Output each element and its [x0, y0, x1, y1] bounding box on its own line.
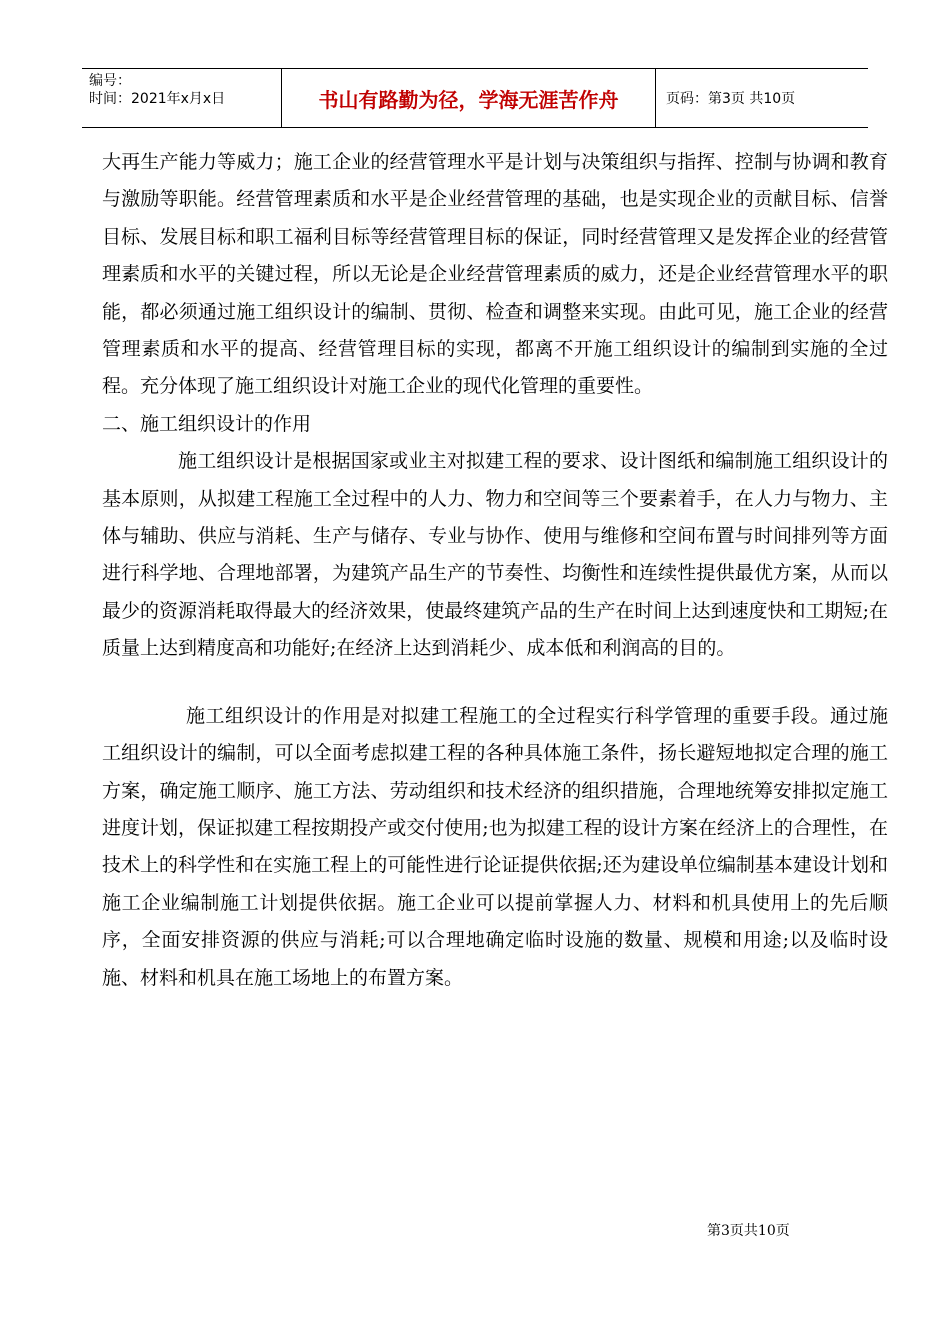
document-body — [102, 144, 888, 997]
page-code-text: 页码：第3页 共10页 — [666, 91, 796, 107]
footer-page-info: 第3页共10页 — [707, 1223, 790, 1239]
page-footer — [707, 1220, 790, 1240]
motto-text: 书山有路勤为径，学海无涯苦作舟 — [318, 87, 619, 112]
serial-label: 编号： — [89, 73, 131, 89]
header-motto — [282, 69, 656, 127]
paragraph-3: 施工组织设计的作用是对拟建工程施工的全过程实行科学管理的重要手段。通过施工组织设计的编制，可以全面考虑拟建工程的各种具体施工条件，扬长避短地拟定合理的施工方案，确定施工顺序、施工方法、劳动组织和技术经济的组织措施，合理地统筹安排拟定施工进度计划，保证拟建工程按期投产或交付使用;也为拟建工程的设计方案在经济上的合理性，在技术上的科学性和在实施工程上的可能性进行论证提供依据;还为建设单位编制基本建设计划和施工企业编制施工计划提供依据。施工企业可以提前掌握人力、材料和机具使用上的先后顺序，全面安排资源的供应与消耗;可以合理地确定临时设施的数量、规模和用途;以及临时设施、材料和机具在施工场地上的布置方案。 — [102, 704, 888, 989]
paragraph-1: 大再生产能力等威力；施工企业的经营管理水平是计划与决策组织与指挥、控制与协调和教育与激励等职能。经营管理素质和水平是企业经营管理的基础，也是实现企业的贡献目标、信誉目标、发展目标和职工福利目标等经营管理目标的保证，同时经营管理又是发挥企业的经营管理素质和水平的关键过程，所以无论是企业经营管理素质的威力，还是企业经营管理水平的职能，都必须通过施工组织设计的编制、贯彻、检查和调整来实现。由此可见，施工企业的经营管理素质和水平的提高、经营管理目标的实现，都离不开施工组织设计的编制到实施的全过程。充分体现了施工组织设计对施工企业的现代化管理的重要性。 — [102, 151, 888, 398]
date-label: 时间：2021年x月x日 — [89, 91, 226, 107]
header-meta — [82, 69, 282, 127]
page-header — [82, 68, 868, 128]
header-page-code — [656, 69, 868, 127]
paragraph-2: 施工组织设计是根据国家或业主对拟建工程的要求、设计图纸和编制施工组织设计的基本原则，从拟建工程施工全过程中的人力、物力和空间等三个要素着手，在人力与物力、主体与辅助、供应与消耗、生产与储存、专业与协作、使用与维修和空间布置与时间排列等方面进行科学地、合理地部署，为建筑产品生产的节奏性、均衡性和连续性提供最优方案，从而以最少的资源消耗取得最大的经济效果，使最终建筑产品的生产在时间上达到速度快和工期短;在质量上达到精度高和功能好;在经济上达到消耗少、成本低和利润高的目的。 — [102, 450, 888, 660]
section-heading: 二、施工组织设计的作用 — [102, 412, 312, 435]
